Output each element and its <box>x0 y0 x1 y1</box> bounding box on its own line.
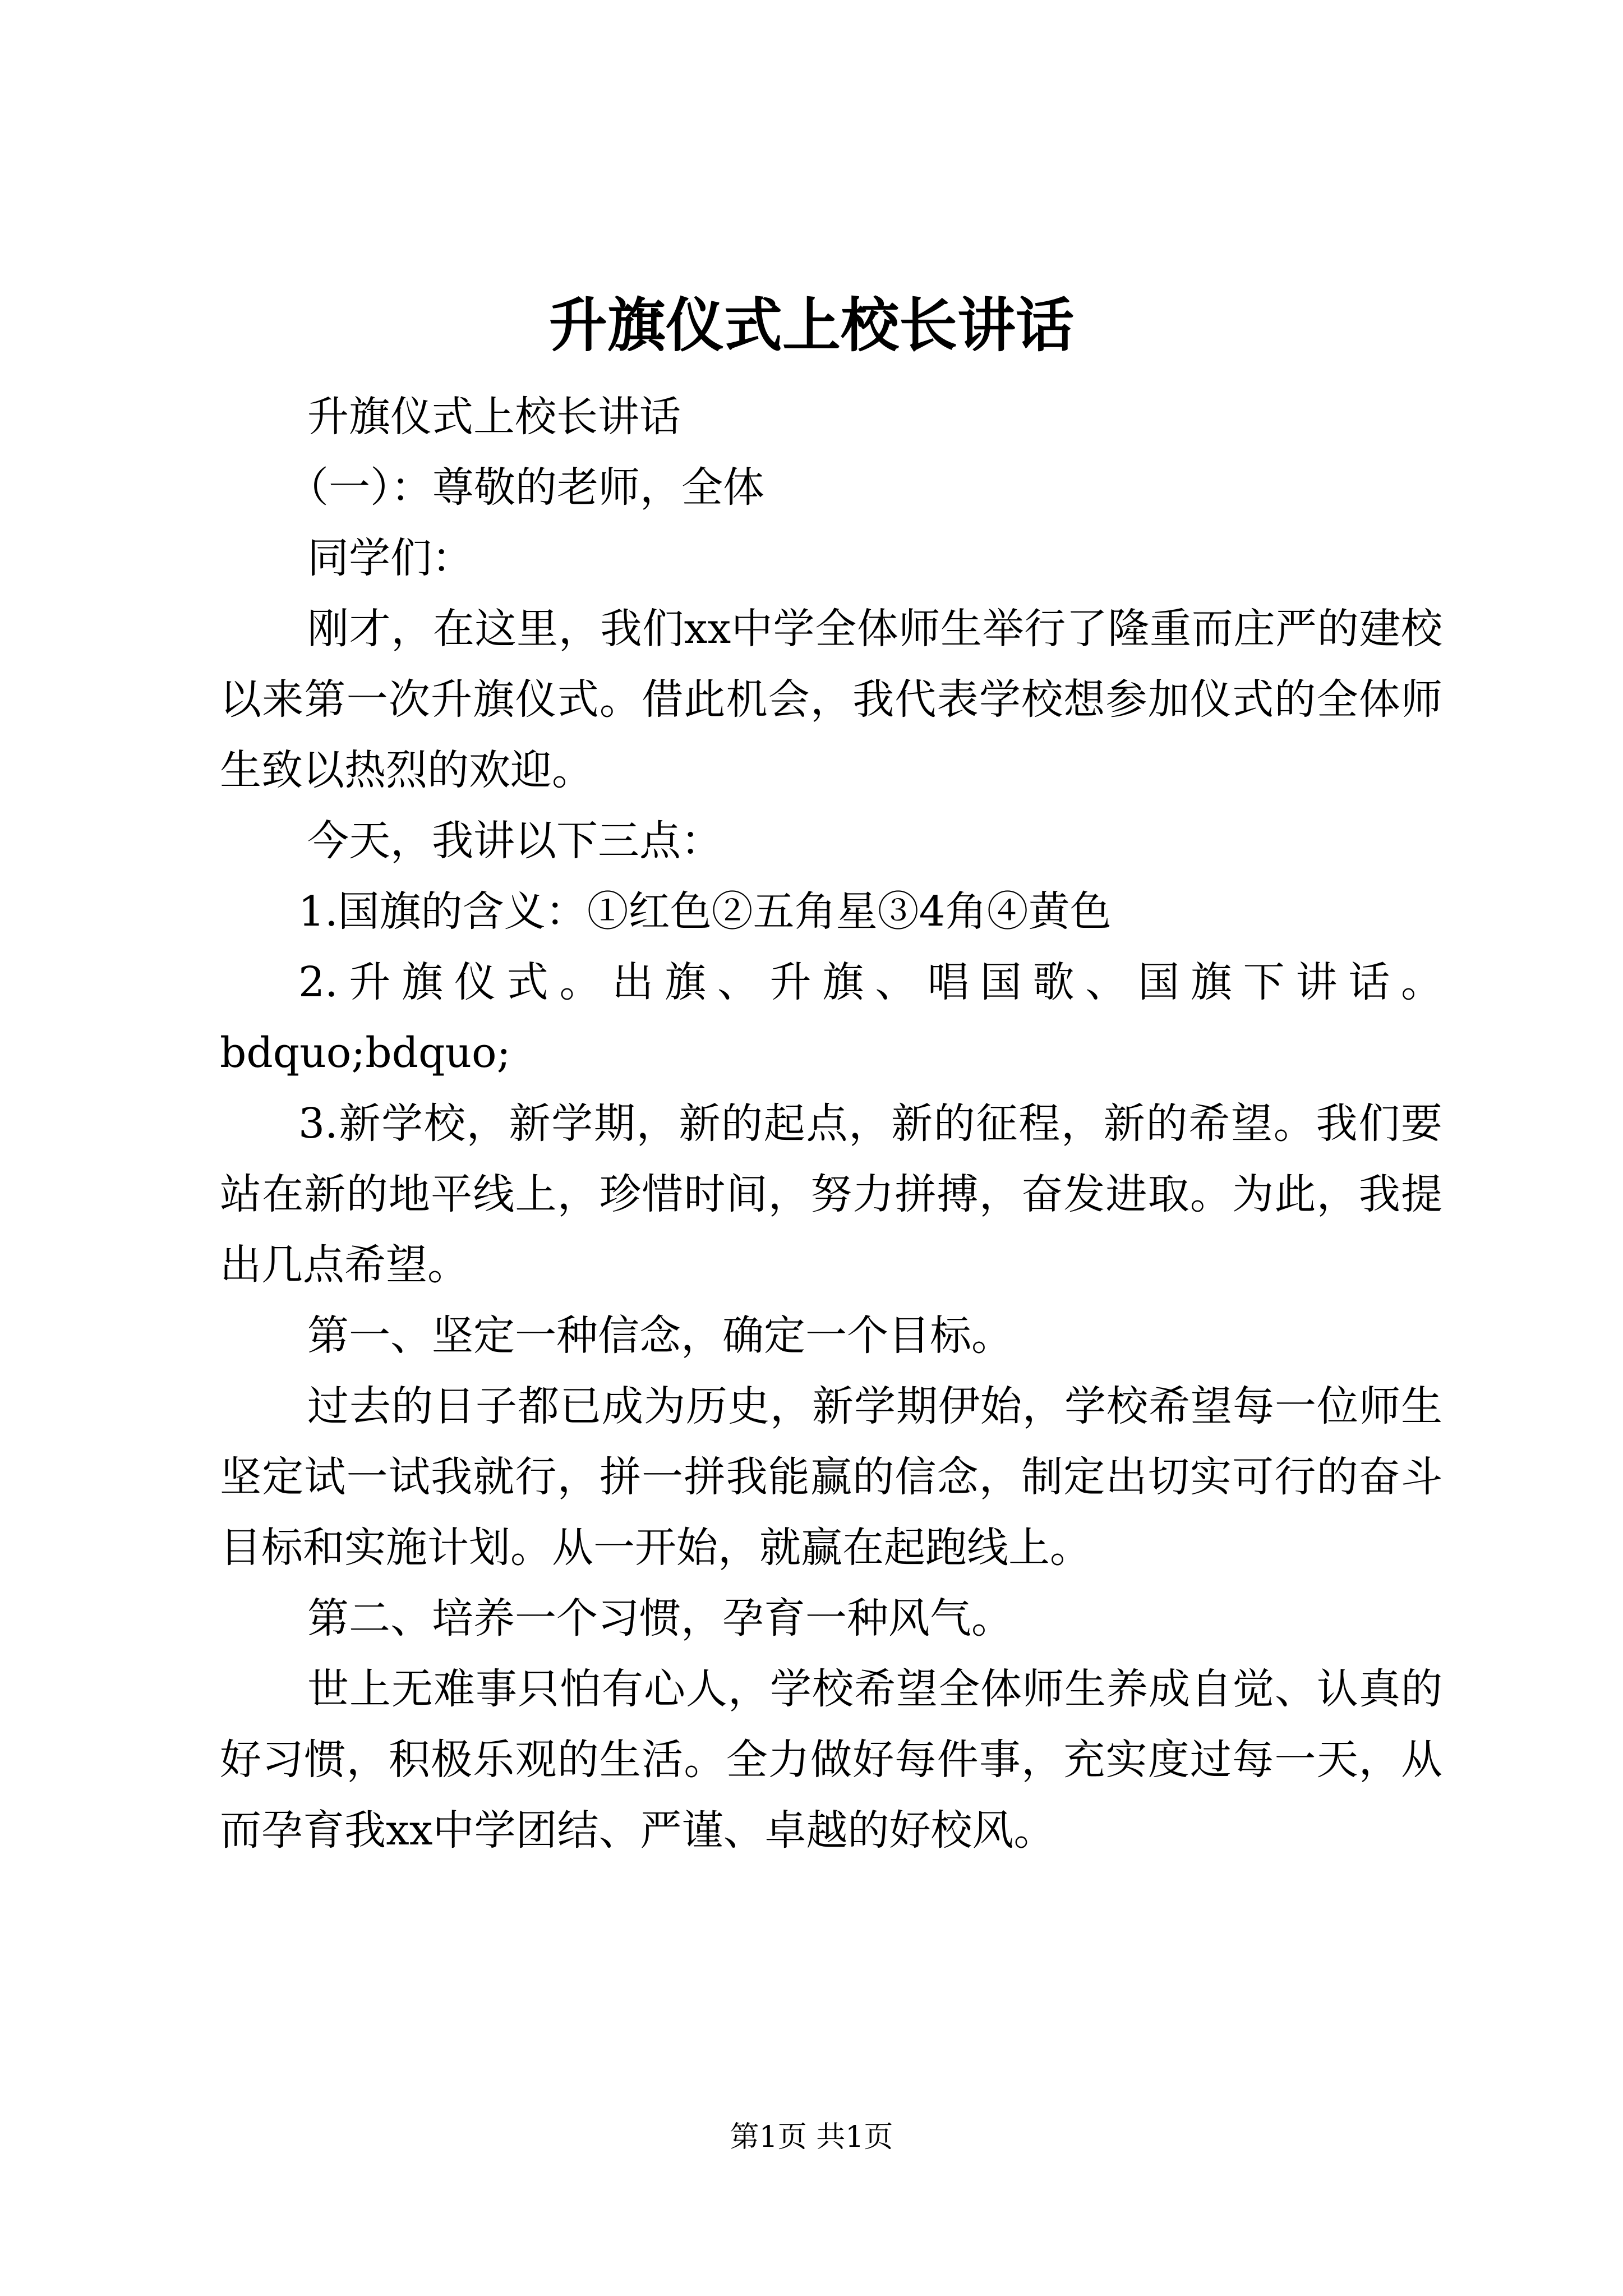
paragraph-point-3: 3.新学校，新学期，新的起点，新的征程，新的希望。我们要站在新的地平线上，珍惜时间，努力拼搏，奋发进取。为此，我提出几点希望。 <box>220 1099 1442 1289</box>
document-title: 升旗仪式上校长讲话 <box>548 291 1074 360</box>
paragraph-hope-2-body: 世上无难事只怕有心人，学校希望全体师生养成自觉、认真的好习惯，积极乐观的生活。全力做好每件事，充实度过每一天，从而孕育我xx中学团结、严谨、卓越的好校风。 <box>220 1665 1442 1855</box>
document-body <box>220 381 1442 1866</box>
page-footer: 第1页 共1页 <box>730 2120 893 2154</box>
paragraph-hope-1-body: 过去的日子都已成为历史，新学期伊始，学校希望每一位师生坚定试一试我就行，拼一拼我能赢的信念，制定出切实可行的奋斗目标和实施计划。从一开始，就赢在起跑线上。 <box>220 1382 1442 1572</box>
paragraph-point-1: 1.国旗的含义：①红色②五角星③4角④黄色 <box>298 887 1112 936</box>
paragraph-three-points: 今天，我讲以下三点： <box>307 817 722 865</box>
paragraph-hope-2-heading: 第二、培养一个习惯，孕育一种风气。 <box>307 1594 1013 1642</box>
paragraph-subtitle: 升旗仪式上校长讲话 <box>307 393 681 441</box>
paragraph-point-2: 2.升旗仪式。出旗、升旗、唱国歌、国旗下讲话。bdquo;bdquo; <box>220 958 1442 1077</box>
paragraph-salutation: 同学们： <box>307 534 473 582</box>
paragraph-opening: 刚才，在这里，我们xx中学全体师生举行了隆重而庄严的建校以来第一次升旗仪式。借此机会，我代表学校想参加仪式的全体师生致以热烈的欢迎。 <box>220 605 1442 794</box>
paragraph-section-one: （一）：尊敬的老师，全体 <box>287 463 764 512</box>
paragraph-hope-1-heading: 第一、坚定一种信念，确定一个目标。 <box>307 1312 1013 1360</box>
